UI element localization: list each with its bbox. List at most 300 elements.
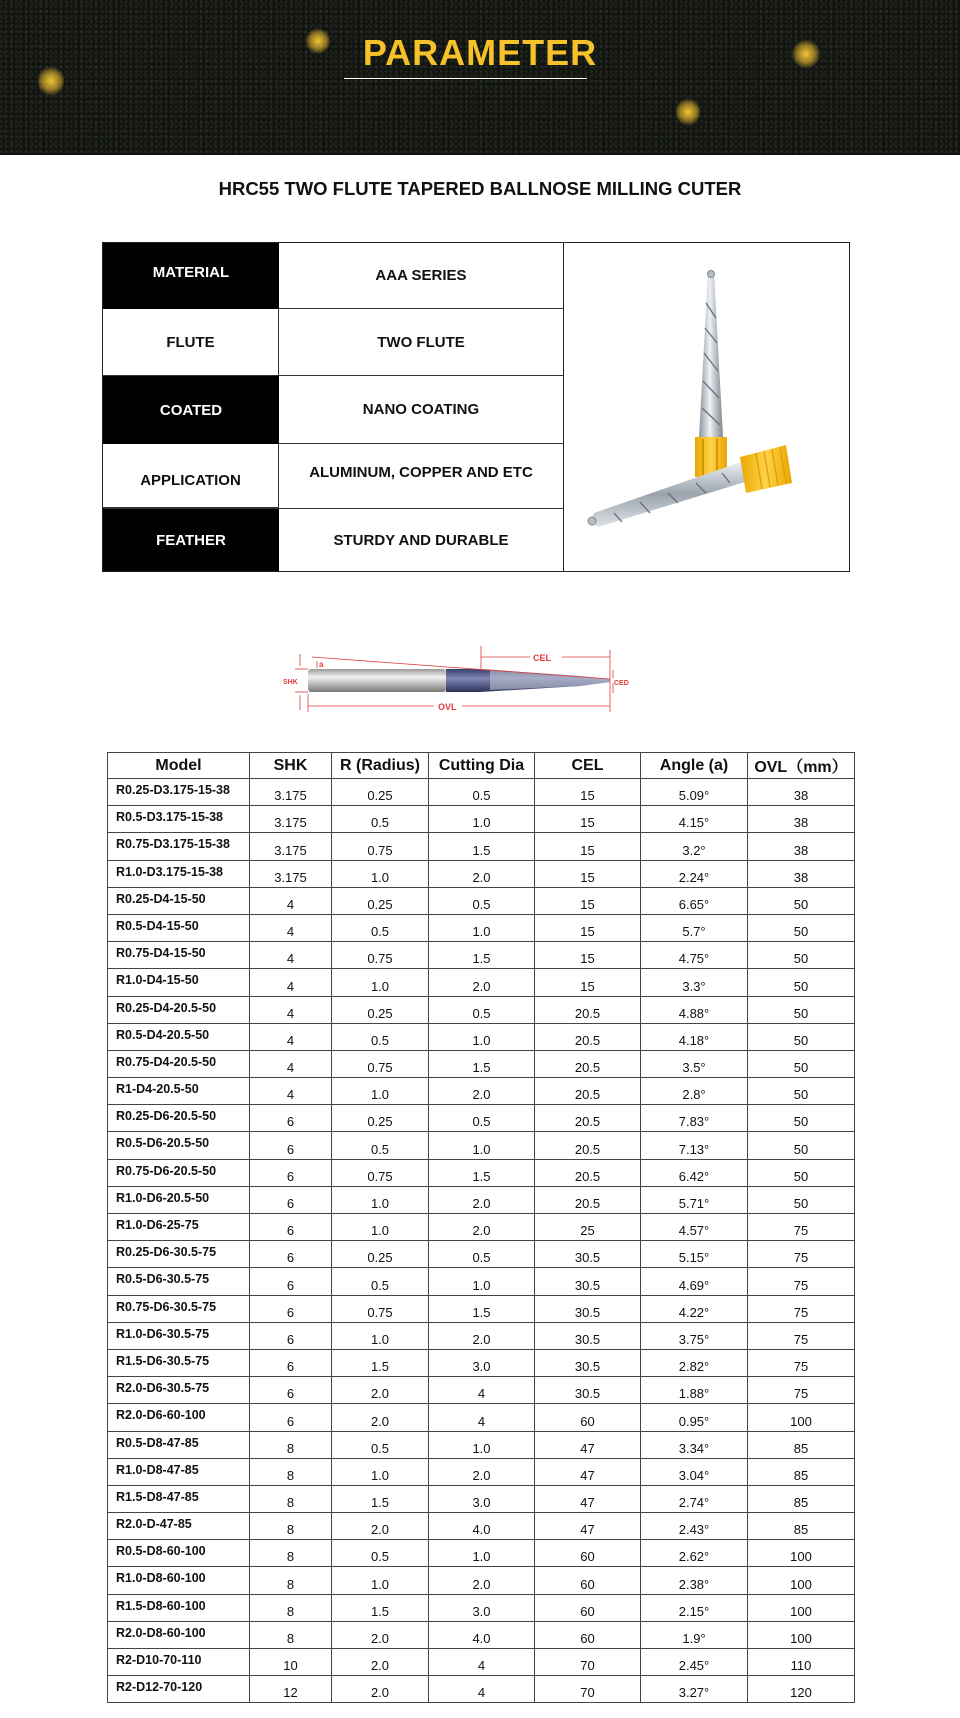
cel-cell: 15 [535, 779, 641, 806]
model-cell: R1.0-D6-30.5-75 [108, 1322, 250, 1349]
shk-cell: 3.175 [250, 779, 332, 806]
shk-cell: 6 [250, 1241, 332, 1268]
cel-cell: 20.5 [535, 1159, 641, 1186]
cutting-dia-cell: 4 [429, 1649, 535, 1676]
angle-cell: 4.57° [641, 1214, 748, 1241]
radius-cell: 1.0 [332, 1186, 429, 1213]
table-row [108, 860, 855, 887]
shk-cell: 8 [250, 1431, 332, 1458]
ovl-cell: 50 [748, 969, 855, 996]
shk-cell: 6 [250, 1159, 332, 1186]
table-row [108, 1241, 855, 1268]
cel-cell: 15 [535, 942, 641, 969]
model-cell: R1-D4-20.5-50 [108, 1078, 250, 1105]
cutting-dia-cell: 1.0 [429, 914, 535, 941]
angle-cell: 4.69° [641, 1268, 748, 1295]
table-row [108, 1621, 855, 1648]
cel-cell: 20.5 [535, 1023, 641, 1050]
cel-cell: 47 [535, 1513, 641, 1540]
angle-cell: 1.88° [641, 1377, 748, 1404]
shk-cell: 6 [250, 1349, 332, 1376]
header-radius: R (Radius) [332, 753, 429, 779]
cutting-dia-cell: 4.0 [429, 1513, 535, 1540]
radius-cell: 0.25 [332, 1105, 429, 1132]
radius-cell: 1.5 [332, 1349, 429, 1376]
ovl-cell: 38 [748, 860, 855, 887]
table-row [108, 1132, 855, 1159]
angle-cell: 3.3° [641, 969, 748, 996]
angle-cell: 4.75° [641, 942, 748, 969]
model-cell: R1.0-D4-15-50 [108, 969, 250, 996]
shk-cell: 6 [250, 1322, 332, 1349]
model-cell: R0.75-D3.175-15-38 [108, 833, 250, 860]
table-row [108, 1322, 855, 1349]
ovl-cell: 50 [748, 914, 855, 941]
shk-cell: 4 [250, 942, 332, 969]
table-row [108, 1295, 855, 1322]
spec-row-flute [103, 309, 563, 376]
cel-cell: 20.5 [535, 1050, 641, 1077]
spec-value: ALUMINUM, COPPER AND ETC [279, 444, 563, 509]
angle-cell: 6.65° [641, 887, 748, 914]
radius-cell: 2.0 [332, 1649, 429, 1676]
cel-cell: 20.5 [535, 1132, 641, 1159]
gold-sparkle [676, 98, 700, 126]
angle-cell: 7.13° [641, 1132, 748, 1159]
cutting-dia-cell: 4.0 [429, 1621, 535, 1648]
cutting-dia-cell: 3.0 [429, 1594, 535, 1621]
shk-cell: 8 [250, 1594, 332, 1621]
shk-cell: 4 [250, 1050, 332, 1077]
cutting-dia-cell: 2.0 [429, 860, 535, 887]
radius-cell: 1.0 [332, 1567, 429, 1594]
shk-label: SHK [283, 679, 298, 686]
shk-cell: 8 [250, 1513, 332, 1540]
shk-cell: 8 [250, 1485, 332, 1512]
shk-cell: 12 [250, 1676, 332, 1703]
ovl-cell: 75 [748, 1214, 855, 1241]
cutting-dia-cell: 1.5 [429, 942, 535, 969]
angle-cell: 3.04° [641, 1458, 748, 1485]
angle-cell: 2.74° [641, 1485, 748, 1512]
ovl-cell: 110 [748, 1649, 855, 1676]
header-angle: Angle (a) [641, 753, 748, 779]
angle-cell: 5.7° [641, 914, 748, 941]
model-cell: R0.25-D4-20.5-50 [108, 996, 250, 1023]
cutting-dia-cell: 0.5 [429, 996, 535, 1023]
ovl-cell: 38 [748, 833, 855, 860]
table-row [108, 806, 855, 833]
cutting-dia-cell: 4 [429, 1377, 535, 1404]
angle-cell: 2.43° [641, 1513, 748, 1540]
radius-cell: 0.5 [332, 806, 429, 833]
angle-cell: 4.88° [641, 996, 748, 1023]
tapered-ballnose-cutter-icon [564, 243, 850, 571]
ovl-cell: 38 [748, 806, 855, 833]
cel-cell: 15 [535, 806, 641, 833]
cutting-dia-cell: 0.5 [429, 1241, 535, 1268]
angle-cell: 2.62° [641, 1540, 748, 1567]
cutting-dia-cell: 4 [429, 1404, 535, 1431]
spec-label: MATERIAL [103, 243, 279, 309]
angle-cell: 2.38° [641, 1567, 748, 1594]
cel-cell: 15 [535, 860, 641, 887]
cutting-dia-cell: 1.0 [429, 1431, 535, 1458]
model-cell: R2-D10-70-110 [108, 1649, 250, 1676]
parameter-banner [0, 0, 960, 155]
radius-cell: 0.5 [332, 1540, 429, 1567]
ovl-cell: 50 [748, 1159, 855, 1186]
table-row [108, 942, 855, 969]
model-cell: R0.5-D8-60-100 [108, 1540, 250, 1567]
shk-cell: 4 [250, 914, 332, 941]
angle-cell: 5.15° [641, 1241, 748, 1268]
angle-cell: 1.9° [641, 1621, 748, 1648]
cutting-dia-cell: 0.5 [429, 887, 535, 914]
shk-cell: 4 [250, 887, 332, 914]
header-model: Model [108, 753, 250, 779]
header-cutting-dia: Cutting Dia [429, 753, 535, 779]
cel-cell: 15 [535, 914, 641, 941]
model-cell: R0.5-D4-15-50 [108, 914, 250, 941]
ovl-cell: 85 [748, 1431, 855, 1458]
table-row [108, 1540, 855, 1567]
shk-cell: 6 [250, 1377, 332, 1404]
radius-cell: 0.75 [332, 833, 429, 860]
model-cell: R2.0-D8-60-100 [108, 1621, 250, 1648]
shk-cell: 8 [250, 1621, 332, 1648]
table-row [108, 1676, 855, 1703]
cel-cell: 60 [535, 1404, 641, 1431]
model-cell: R1.0-D8-47-85 [108, 1458, 250, 1485]
table-row [108, 996, 855, 1023]
cel-cell: 30.5 [535, 1295, 641, 1322]
ovl-cell: 50 [748, 1023, 855, 1050]
shk-cell: 6 [250, 1404, 332, 1431]
ced-label: CED [614, 680, 629, 687]
table-row [108, 1649, 855, 1676]
cel-cell: 30.5 [535, 1241, 641, 1268]
ovl-cell: 120 [748, 1676, 855, 1703]
table-row [108, 1268, 855, 1295]
shk-cell: 4 [250, 969, 332, 996]
radius-cell: 0.75 [332, 1050, 429, 1077]
spec-value: AAA SERIES [279, 243, 563, 309]
cutting-dia-cell: 1.0 [429, 806, 535, 833]
table-row [108, 1349, 855, 1376]
angle-cell: 2.8° [641, 1078, 748, 1105]
model-cell: R0.5-D6-20.5-50 [108, 1132, 250, 1159]
cel-cell: 47 [535, 1458, 641, 1485]
shk-cell: 6 [250, 1214, 332, 1241]
cutting-dia-cell: 1.5 [429, 1295, 535, 1322]
cel-cell: 60 [535, 1594, 641, 1621]
spec-value: STURDY AND DURABLE [333, 531, 509, 549]
header-ovl: OVL（mm） [748, 753, 855, 779]
radius-cell: 0.5 [332, 1132, 429, 1159]
model-cell: R1.0-D3.175-15-38 [108, 860, 250, 887]
ovl-cell: 85 [748, 1458, 855, 1485]
cel-cell: 70 [535, 1676, 641, 1703]
parameter-table [107, 752, 855, 1703]
angle-cell: 2.45° [641, 1649, 748, 1676]
cel-cell: 70 [535, 1649, 641, 1676]
angle-label: a [319, 660, 324, 669]
cutting-dia-cell: 2.0 [429, 1322, 535, 1349]
shk-cell: 4 [250, 1078, 332, 1105]
ovl-cell: 100 [748, 1567, 855, 1594]
ovl-cell: 50 [748, 1105, 855, 1132]
ovl-cell: 50 [748, 1078, 855, 1105]
shk-cell: 6 [250, 1132, 332, 1159]
cutter-dimension-icon [280, 636, 660, 716]
spec-row-feather [103, 509, 563, 571]
ovl-cell: 75 [748, 1295, 855, 1322]
angle-cell: 3.2° [641, 833, 748, 860]
table-header-row [108, 753, 855, 779]
radius-cell: 0.5 [332, 1023, 429, 1050]
cutting-dia-cell: 2.0 [429, 1567, 535, 1594]
angle-cell: 3.34° [641, 1431, 748, 1458]
cutting-dia-cell: 4 [429, 1676, 535, 1703]
shk-cell: 3.175 [250, 860, 332, 887]
model-cell: R1.0-D6-20.5-50 [108, 1186, 250, 1213]
ovl-cell: 75 [748, 1268, 855, 1295]
angle-cell: 5.09° [641, 779, 748, 806]
cutting-dia-cell: 1.5 [429, 1159, 535, 1186]
spec-value: TWO FLUTE [279, 309, 563, 376]
angle-cell: 7.83° [641, 1105, 748, 1132]
shk-cell: 4 [250, 996, 332, 1023]
angle-cell: 2.24° [641, 860, 748, 887]
cutting-dia-cell: 3.0 [429, 1349, 535, 1376]
product-photo [563, 243, 850, 571]
model-cell: R0.25-D6-30.5-75 [108, 1241, 250, 1268]
cel-cell: 20.5 [535, 996, 641, 1023]
cutting-dia-cell: 1.0 [429, 1023, 535, 1050]
radius-cell: 2.0 [332, 1377, 429, 1404]
ovl-cell: 85 [748, 1485, 855, 1512]
radius-cell: 1.0 [332, 1322, 429, 1349]
cel-cell: 60 [535, 1621, 641, 1648]
angle-cell: 5.71° [641, 1186, 748, 1213]
shk-cell: 3.175 [250, 833, 332, 860]
model-cell: R1.5-D6-30.5-75 [108, 1349, 250, 1376]
table-row [108, 1404, 855, 1431]
cel-cell: 20.5 [535, 1078, 641, 1105]
shk-cell: 6 [250, 1105, 332, 1132]
model-cell: R1.5-D8-47-85 [108, 1485, 250, 1512]
radius-cell: 0.5 [332, 1268, 429, 1295]
banner-underline [344, 78, 587, 79]
radius-cell: 0.75 [332, 1159, 429, 1186]
model-cell: R1.0-D8-60-100 [108, 1567, 250, 1594]
spec-label: FEATHER [103, 509, 279, 571]
angle-cell: 3.5° [641, 1050, 748, 1077]
shk-cell: 3.175 [250, 806, 332, 833]
ovl-cell: 50 [748, 1132, 855, 1159]
radius-cell: 0.25 [332, 1241, 429, 1268]
cel-cell: 30.5 [535, 1377, 641, 1404]
model-cell: R0.75-D6-30.5-75 [108, 1295, 250, 1322]
model-cell: R2.0-D-47-85 [108, 1513, 250, 1540]
angle-cell: 4.18° [641, 1023, 748, 1050]
table-row [108, 1458, 855, 1485]
radius-cell: 0.5 [332, 914, 429, 941]
cel-cell: 60 [535, 1567, 641, 1594]
ovl-cell: 75 [748, 1349, 855, 1376]
radius-cell: 2.0 [332, 1676, 429, 1703]
ovl-cell: 100 [748, 1404, 855, 1431]
angle-cell: 3.27° [641, 1676, 748, 1703]
model-cell: R0.25-D6-20.5-50 [108, 1105, 250, 1132]
cutting-dia-cell: 1.0 [429, 1132, 535, 1159]
radius-cell: 1.0 [332, 1078, 429, 1105]
shk-cell: 6 [250, 1186, 332, 1213]
radius-cell: 1.0 [332, 1458, 429, 1485]
table-body [108, 779, 855, 1703]
cel-label: CEL [533, 653, 551, 663]
ovl-cell: 50 [748, 1186, 855, 1213]
table-row [108, 833, 855, 860]
ovl-label: OVL [438, 702, 457, 712]
shk-cell: 8 [250, 1458, 332, 1485]
ovl-cell: 75 [748, 1241, 855, 1268]
spec-value: NANO COATING [279, 376, 563, 444]
header-cel: CEL [535, 753, 641, 779]
angle-cell: 2.15° [641, 1594, 748, 1621]
model-cell: R0.5-D3.175-15-38 [108, 806, 250, 833]
ovl-cell: 100 [748, 1594, 855, 1621]
cutting-dia-cell: 2.0 [429, 1214, 535, 1241]
shk-cell: 4 [250, 1023, 332, 1050]
table-row [108, 1186, 855, 1213]
spec-row-application [103, 444, 563, 509]
radius-cell: 0.25 [332, 996, 429, 1023]
product-title: HRC55 TWO FLUTE TAPERED BALLNOSE MILLING CUTER [218, 178, 742, 199]
cutting-dia-cell: 2.0 [429, 969, 535, 996]
radius-cell: 1.0 [332, 969, 429, 996]
table-row [108, 887, 855, 914]
radius-cell: 1.0 [332, 860, 429, 887]
cel-cell: 60 [535, 1540, 641, 1567]
spec-row-coated [103, 376, 563, 444]
model-cell: R0.75-D6-20.5-50 [108, 1159, 250, 1186]
cel-cell: 30.5 [535, 1268, 641, 1295]
model-cell: R0.75-D4-20.5-50 [108, 1050, 250, 1077]
model-cell: R0.5-D6-30.5-75 [108, 1268, 250, 1295]
cutting-dia-cell: 3.0 [429, 1485, 535, 1512]
cel-cell: 25 [535, 1214, 641, 1241]
cel-cell: 15 [535, 833, 641, 860]
table-row [108, 1567, 855, 1594]
cutting-dia-cell: 2.0 [429, 1458, 535, 1485]
model-cell: R1.5-D8-60-100 [108, 1594, 250, 1621]
ovl-cell: 50 [748, 1050, 855, 1077]
cutting-dia-cell: 2.0 [429, 1078, 535, 1105]
ovl-cell: 75 [748, 1322, 855, 1349]
radius-cell: 1.5 [332, 1485, 429, 1512]
model-cell: R2.0-D6-30.5-75 [108, 1377, 250, 1404]
cel-cell: 15 [535, 969, 641, 996]
radius-cell: 1.0 [332, 1214, 429, 1241]
angle-cell: 3.75° [641, 1322, 748, 1349]
radius-cell: 0.75 [332, 1295, 429, 1322]
ovl-cell: 75 [748, 1377, 855, 1404]
header-shk: SHK [250, 753, 332, 779]
spec-table [102, 242, 850, 572]
angle-cell: 2.82° [641, 1349, 748, 1376]
cel-cell: 30.5 [535, 1322, 641, 1349]
cutting-dia-cell: 1.0 [429, 1268, 535, 1295]
ovl-cell: 85 [748, 1513, 855, 1540]
ovl-cell: 50 [748, 942, 855, 969]
shk-cell: 8 [250, 1540, 332, 1567]
shk-cell: 6 [250, 1295, 332, 1322]
model-cell: R1.0-D6-25-75 [108, 1214, 250, 1241]
table-row [108, 1594, 855, 1621]
radius-cell: 0.25 [332, 779, 429, 806]
spec-label: FLUTE [103, 309, 279, 376]
table-row [108, 1023, 855, 1050]
radius-cell: 2.0 [332, 1513, 429, 1540]
ovl-cell: 50 [748, 996, 855, 1023]
table-row [108, 1485, 855, 1512]
cel-cell: 30.5 [535, 1349, 641, 1376]
angle-cell: 0.95° [641, 1404, 748, 1431]
radius-cell: 0.75 [332, 942, 429, 969]
spec-label: APPLICATION [103, 444, 279, 509]
model-cell: R0.5-D4-20.5-50 [108, 1023, 250, 1050]
shk-cell: 8 [250, 1567, 332, 1594]
table-row [108, 1159, 855, 1186]
ovl-cell: 50 [748, 887, 855, 914]
radius-cell: 1.5 [332, 1594, 429, 1621]
cutting-dia-cell: 0.5 [429, 1105, 535, 1132]
table-row [108, 779, 855, 806]
spec-row-material [103, 243, 563, 309]
shk-cell: 10 [250, 1649, 332, 1676]
table-row [108, 1050, 855, 1077]
cutting-dia-cell: 1.0 [429, 1540, 535, 1567]
table-row [108, 914, 855, 941]
radius-cell: 0.25 [332, 887, 429, 914]
model-cell: R2.0-D6-60-100 [108, 1404, 250, 1431]
table-row [108, 1078, 855, 1105]
model-cell: R0.25-D4-15-50 [108, 887, 250, 914]
cutting-dia-cell: 0.5 [429, 779, 535, 806]
model-cell: R2-D12-70-120 [108, 1676, 250, 1703]
spec-label: COATED [103, 376, 279, 444]
banner-title: PARAMETER [362, 32, 598, 73]
model-cell: R0.75-D4-15-50 [108, 942, 250, 969]
radius-cell: 2.0 [332, 1404, 429, 1431]
cutting-dia-cell: 1.5 [429, 1050, 535, 1077]
cel-cell: 20.5 [535, 1105, 641, 1132]
angle-cell: 4.15° [641, 806, 748, 833]
table-row [108, 1513, 855, 1540]
angle-cell: 4.22° [641, 1295, 748, 1322]
shk-cell: 6 [250, 1268, 332, 1295]
table-row [108, 1214, 855, 1241]
table-row [108, 1377, 855, 1404]
table-row [108, 1105, 855, 1132]
angle-cell: 6.42° [641, 1159, 748, 1186]
dimension-diagram [280, 636, 660, 716]
cel-cell: 20.5 [535, 1186, 641, 1213]
model-cell: R0.25-D3.175-15-38 [108, 779, 250, 806]
radius-cell: 2.0 [332, 1621, 429, 1648]
